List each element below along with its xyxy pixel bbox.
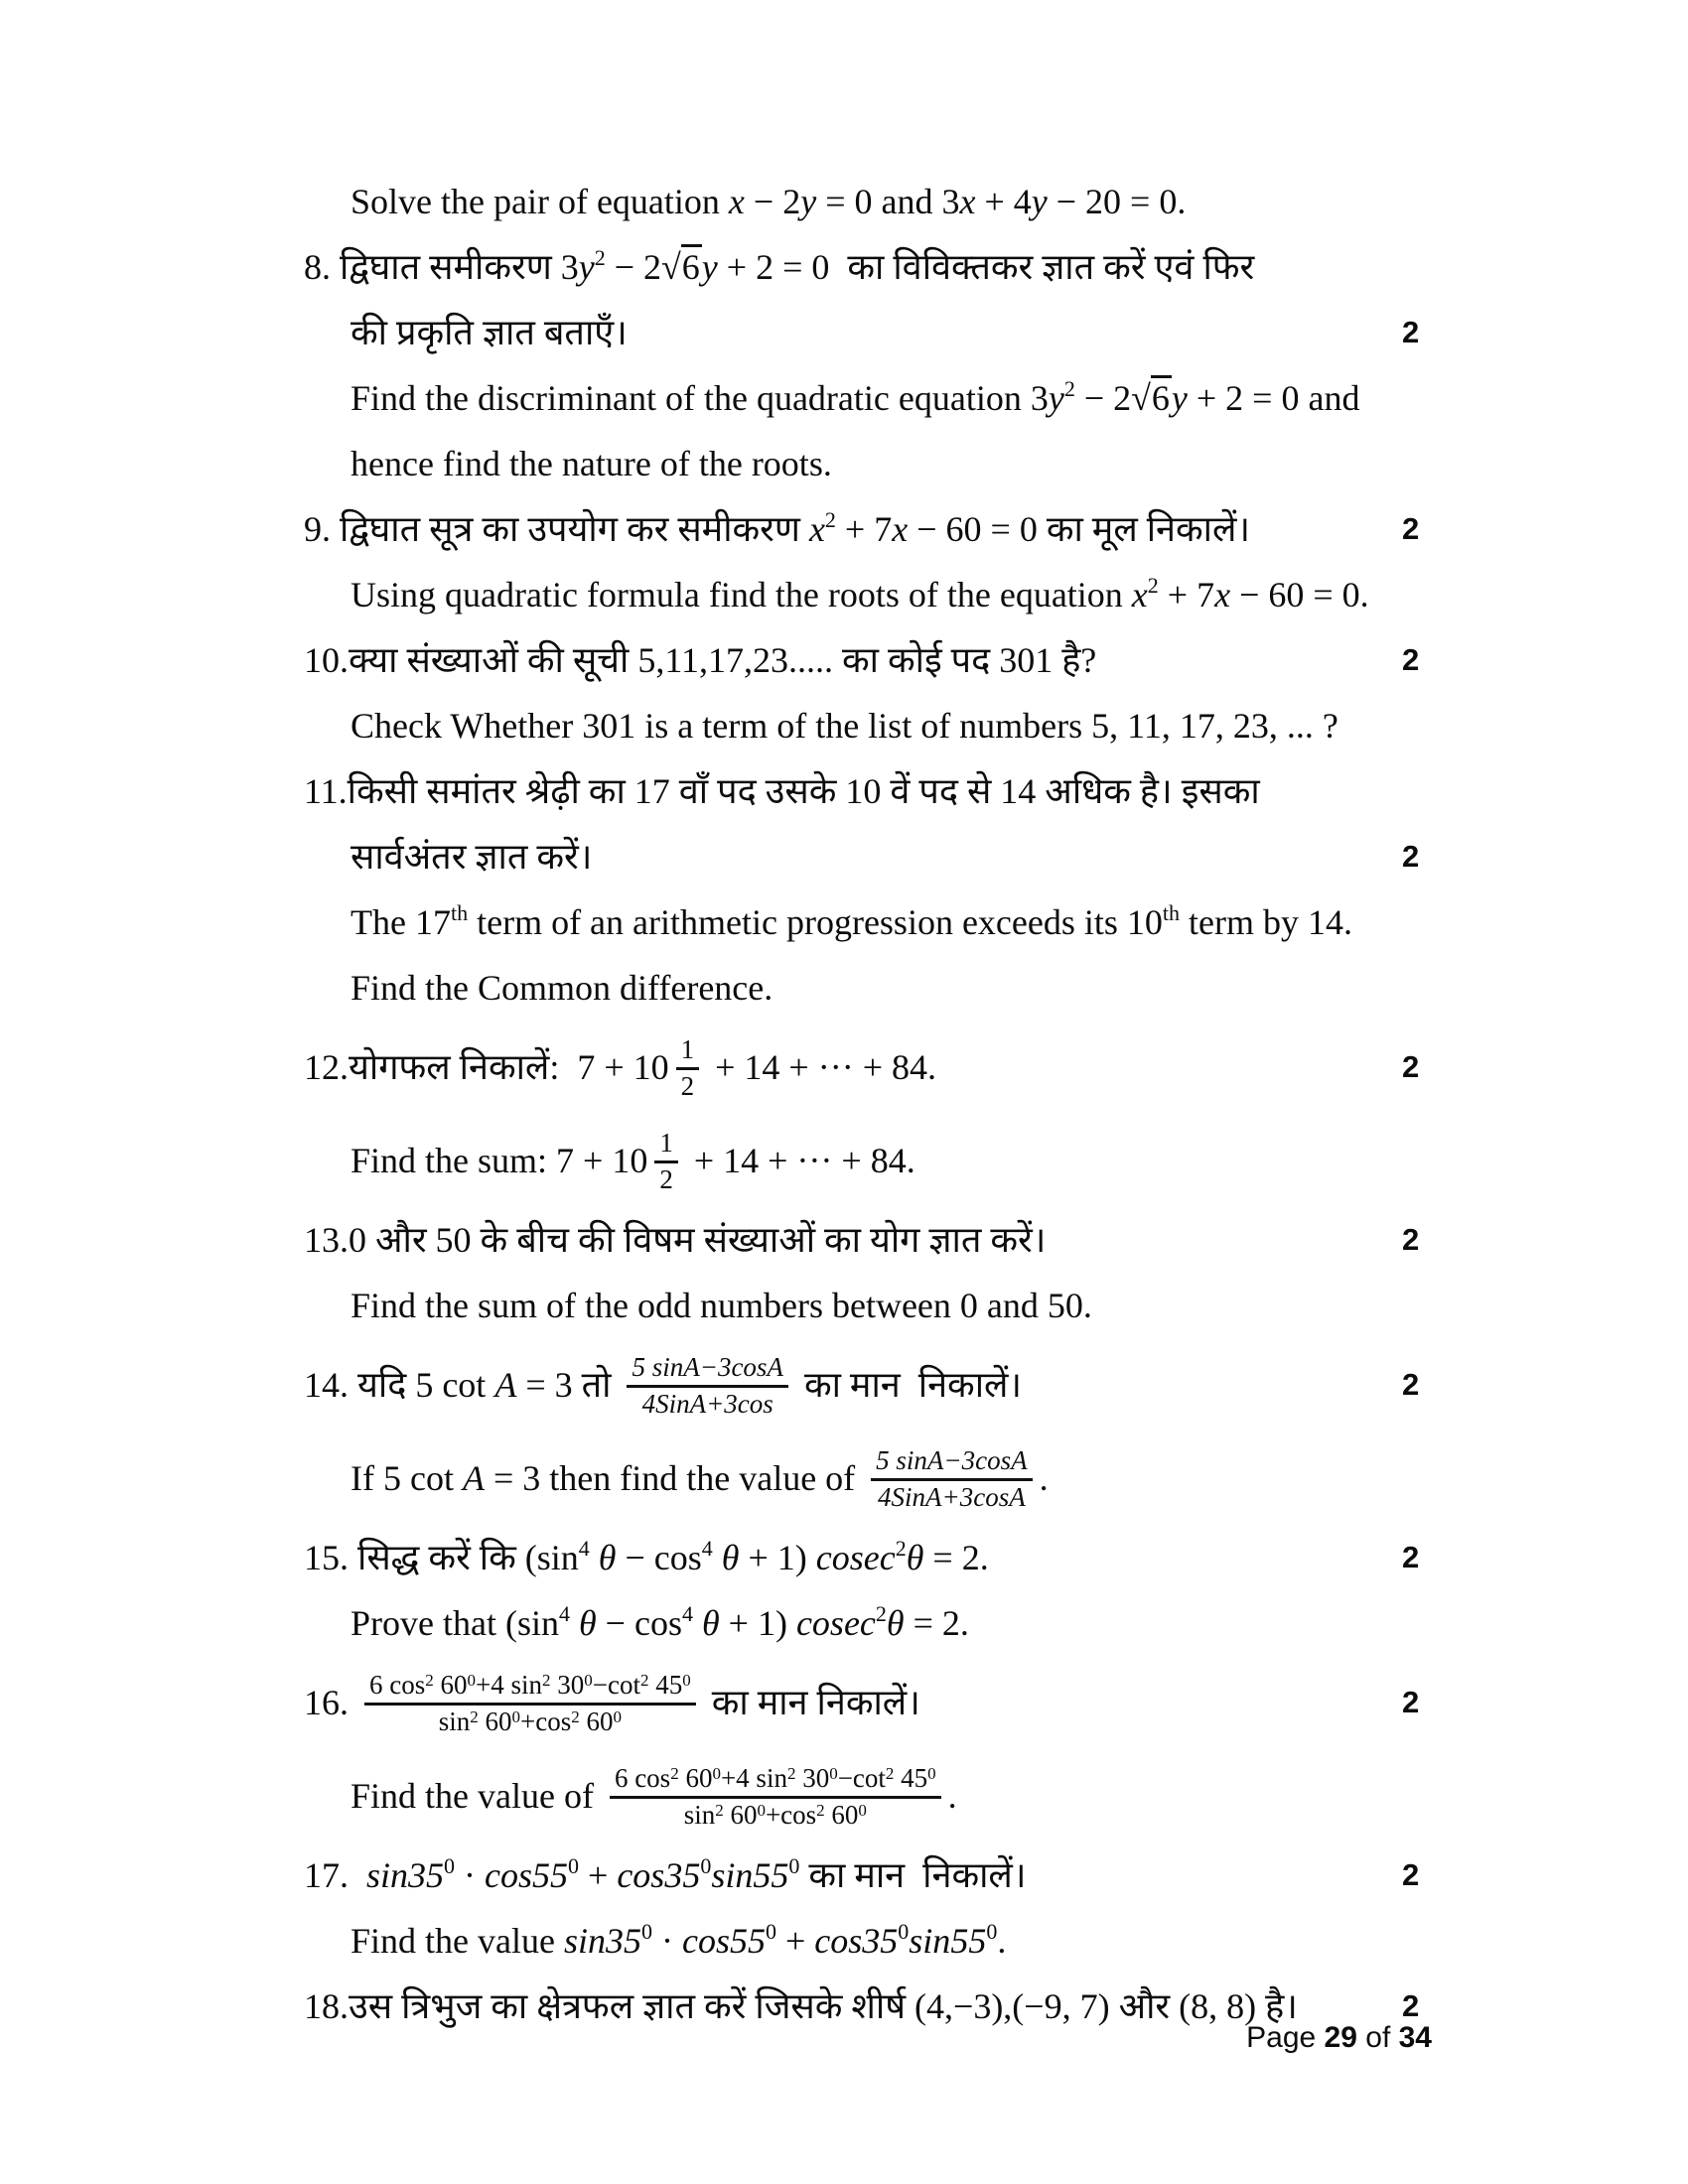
marks-value: 2	[1402, 511, 1420, 546]
text-run: 35	[605, 1921, 641, 1961]
fraction-denominator	[642, 1388, 774, 1418]
superscript: 0	[712, 1764, 721, 1784]
marks-value: 2	[1402, 642, 1420, 677]
text-run: 12.योगफल निकालें: 7 + 10	[304, 1047, 669, 1087]
text-run: ·	[651, 1921, 682, 1961]
text-run	[590, 1538, 599, 1577]
text-run: 6 cos	[614, 1763, 671, 1794]
q11-hindi-line-1	[0, 758, 1688, 824]
fraction	[676, 1035, 700, 1100]
text-run: +4 sin	[720, 1763, 787, 1794]
marks-value: 2	[1402, 1988, 1420, 2023]
text-run: sin	[683, 1799, 716, 1830]
text-run: − 60 = 0.	[1230, 575, 1369, 614]
fraction	[654, 1129, 678, 1193]
text-run: 18.उस त्रिभुज का क्षेत्रफल ज्ञात करें जिसके शीर्ष (4,−3),(−9, 7) और (8, 8) है।	[304, 1986, 1298, 2026]
text-run: term of an arithmetic progression exceeds its 10	[468, 902, 1163, 942]
text-run: +4 sin	[476, 1670, 542, 1701]
text-run: y	[578, 247, 595, 287]
sqrt-radical: √6	[661, 244, 702, 287]
text-run: Find the value	[351, 1921, 564, 1961]
text-run: sin	[438, 1706, 471, 1736]
text-run: 11.किसी समांतर श्रेढ़ी का 17 वाँ पद उसके 10 वें पद से 14 अधिक है। इसका	[304, 771, 1260, 811]
marks-value: 2	[1402, 1367, 1420, 1402]
text-run: 14. यदि 5 cot	[304, 1365, 495, 1405]
q17-english-line-1	[0, 1908, 1688, 1974]
fraction	[627, 1353, 787, 1418]
superscript: 0	[568, 1853, 580, 1878]
text-run: sin	[711, 1855, 754, 1895]
text-run	[693, 1603, 702, 1643]
q8-hindi-line-1	[0, 234, 1688, 300]
text-run: + 4	[975, 182, 1032, 221]
text-run: 4SinA+3cosA	[878, 1481, 1026, 1512]
text-run: cos	[681, 1921, 730, 1961]
text-run: = 2.	[923, 1538, 989, 1577]
q15-hindi-line-1	[0, 1525, 1688, 1590]
text-run: θ	[721, 1538, 740, 1577]
q10-hindi-line-1	[0, 627, 1688, 693]
text-run: Page	[1246, 2021, 1325, 2054]
text-run: A	[462, 1458, 485, 1498]
text-run: Check Whether 301 is a term of the list of numbers 5, 11, 17, 23, ... ?	[351, 706, 1338, 746]
text-run: 6 cos	[369, 1670, 426, 1701]
text-run: x	[1131, 575, 1148, 614]
text-run: 8. द्विघात समीकरण 3	[304, 247, 579, 287]
superscript: 2	[425, 1671, 434, 1691]
fraction-numerator	[627, 1353, 787, 1387]
text-run: Solve the pair of equation	[351, 182, 729, 221]
sqrt-radical: √6	[1131, 375, 1172, 418]
text-run: = 3 तो	[516, 1365, 621, 1405]
text-run: 30	[550, 1670, 585, 1701]
superscript: 2	[594, 245, 606, 270]
text-run: +cos	[520, 1706, 572, 1736]
text-run: Prove that (sin	[351, 1603, 559, 1643]
text-run: 15. सिद्ध करें कि (sin	[304, 1538, 579, 1577]
superscript: 2	[670, 1764, 679, 1784]
fraction-denominator	[878, 1481, 1026, 1511]
superscript: 0	[584, 1671, 593, 1691]
fraction	[364, 1671, 696, 1735]
text-run: + 7	[835, 509, 893, 549]
text-run: term by 14.	[1180, 902, 1352, 942]
marks-value: 2	[1402, 315, 1420, 349]
superscript: 0	[444, 1853, 456, 1878]
text-run: Find the value of	[351, 1776, 603, 1816]
text-run	[713, 1538, 722, 1577]
text-run: −cot	[592, 1670, 640, 1701]
q12-hindi-line-1	[0, 1021, 1688, 1114]
q11-hindi-line-2	[0, 824, 1688, 889]
q13-english-line-1	[0, 1273, 1688, 1338]
text-run: hence find the nature of the roots.	[351, 444, 832, 483]
text-run: − 2	[1074, 378, 1132, 418]
q14-hindi-line-1	[0, 1338, 1688, 1432]
superscript: 4	[578, 1536, 590, 1561]
text-run: = 3 then find the value of	[484, 1458, 865, 1498]
text-run: y	[1031, 182, 1048, 221]
text-run: 60	[433, 1670, 468, 1701]
text-run: + 2 = 0 and	[1187, 378, 1360, 418]
text-run: +cos	[765, 1799, 817, 1830]
superscript: 0	[927, 1764, 936, 1784]
text-run: 17.	[304, 1855, 366, 1895]
text-run: − 20 = 0.	[1047, 182, 1187, 221]
text-run: 60	[478, 1706, 512, 1736]
fraction-numerator	[364, 1671, 696, 1705]
superscript: 0	[467, 1671, 476, 1691]
text-run: cos	[617, 1855, 665, 1895]
fraction-numerator	[610, 1764, 941, 1798]
superscript: th	[450, 900, 469, 925]
superscript: 2	[786, 1764, 796, 1784]
text-run: y	[1048, 378, 1064, 418]
text-run: 35	[408, 1855, 445, 1895]
text-run: − 2	[744, 182, 801, 221]
text-run: + 14 + ··· + 84.	[706, 1047, 936, 1087]
superscript: 4	[681, 1601, 693, 1626]
text-run: 1	[680, 1034, 695, 1065]
fraction	[871, 1446, 1032, 1511]
text-run: +	[775, 1921, 815, 1961]
text-run: θ	[886, 1603, 905, 1643]
marks-value: 2	[1402, 1049, 1420, 1084]
text-run: cos	[485, 1855, 533, 1895]
text-run: Find the sum: 7 + 10	[351, 1141, 648, 1180]
text-run: + 7	[1158, 575, 1215, 614]
superscript: 0	[829, 1764, 838, 1784]
text-run: y	[800, 182, 817, 221]
q9-english-line-1	[0, 562, 1688, 627]
text-run: 60	[678, 1763, 713, 1794]
text-run: 10.क्या संख्याओं की सूची 5,11,17,23..... का कोई पद 301 है?	[304, 640, 1097, 680]
q17-hindi-line-1	[0, 1843, 1688, 1908]
superscript: 2	[571, 1706, 580, 1726]
marks-value: 2	[1402, 1685, 1420, 1719]
text-run: Find the sum of the odd numbers between 0 and 50.	[351, 1286, 1092, 1325]
superscript: 2	[715, 1800, 724, 1820]
superscript: 2	[875, 1601, 887, 1626]
q16-hindi-line-1	[0, 1656, 1688, 1749]
text-run: = 0 and 3	[816, 182, 960, 221]
text-run: 45	[894, 1763, 928, 1794]
text-run: + 1)	[739, 1538, 816, 1577]
text-run: Using quadratic formula find the roots of the equation	[351, 575, 1132, 614]
fraction-denominator	[684, 1799, 867, 1829]
text-run: cosec	[815, 1538, 896, 1577]
fraction-denominator	[439, 1706, 622, 1735]
text-run: − cos	[616, 1538, 702, 1577]
q11-english-line-2	[0, 955, 1688, 1021]
text-run: − cos	[596, 1603, 682, 1643]
text-run: सार्वअंतर ज्ञात करें।	[351, 837, 593, 877]
fraction	[610, 1764, 941, 1829]
text-run: का मान निकालें।	[794, 1365, 1023, 1405]
text-run: 35	[664, 1855, 701, 1895]
page-footer	[0, 2015, 1432, 2061]
q8-hindi-line-2	[0, 300, 1688, 365]
text-run: x	[1214, 575, 1231, 614]
text-run: 1	[659, 1128, 673, 1159]
text-run: .	[997, 1921, 1007, 1961]
text-run: 30	[795, 1763, 830, 1794]
superscript: 0	[757, 1800, 766, 1820]
text-run: −cot	[837, 1763, 886, 1794]
q10-english-line-1	[0, 693, 1688, 758]
text-run: θ	[701, 1603, 720, 1643]
superscript: 0	[765, 1919, 776, 1944]
text-run: θ	[598, 1538, 617, 1577]
text-run: 55	[532, 1855, 569, 1895]
text-run: x	[728, 182, 745, 221]
text-run: 60	[824, 1799, 859, 1830]
q8-english-line-2	[0, 431, 1688, 496]
q11-english-line-1	[0, 889, 1688, 955]
text-run: sin	[563, 1921, 606, 1961]
superscript: 2	[885, 1764, 895, 1784]
text-run: = 2.	[904, 1603, 969, 1643]
superscript: 0	[700, 1853, 712, 1878]
marks-value: 2	[1402, 1222, 1420, 1257]
superscript: 0	[858, 1800, 867, 1820]
text-run: If 5 cot	[351, 1458, 463, 1498]
superscript: 0	[640, 1919, 652, 1944]
superscript: 0	[986, 1919, 998, 1944]
q12-english-line-1	[0, 1114, 1688, 1207]
text-run: ·	[455, 1855, 486, 1895]
text-run: 35	[862, 1921, 899, 1961]
superscript: 0	[898, 1919, 910, 1944]
q9-hindi-line-1	[0, 496, 1688, 562]
superscript: 0	[682, 1671, 691, 1691]
text-run: Find the Common difference.	[351, 968, 774, 1008]
text-run: x	[959, 182, 976, 221]
superscript: 4	[558, 1601, 570, 1626]
q15-english-line-1	[0, 1590, 1688, 1656]
text-run: 2	[659, 1163, 673, 1194]
text-run: x	[892, 509, 909, 549]
q14-english-line-1	[0, 1432, 1688, 1525]
sqrt-radicand: 6	[1151, 375, 1172, 418]
text-run: +	[579, 1855, 618, 1895]
text-run: θ	[906, 1538, 924, 1577]
superscript: 2	[1147, 573, 1159, 598]
marks-value: 2	[1402, 1857, 1420, 1892]
text-run: 55	[729, 1921, 766, 1961]
text-run: of	[1356, 2021, 1399, 2054]
text-run: sin	[909, 1921, 951, 1961]
marks-value: 2	[1402, 1540, 1420, 1574]
superscript: 2	[895, 1536, 907, 1561]
text-run: 29	[1324, 2021, 1357, 2054]
superscript: 0	[788, 1853, 800, 1878]
text-run: x	[808, 509, 825, 549]
question-list	[0, 169, 1688, 2039]
text-run: 60	[723, 1799, 758, 1830]
text-run: The 17	[351, 902, 451, 942]
superscript: 4	[701, 1536, 713, 1561]
text-run: 55	[950, 1921, 987, 1961]
text-run: + 14 + ··· + 84.	[684, 1141, 915, 1180]
text-run: की प्रकृति ज्ञात बताएँ।	[351, 313, 628, 352]
superscript: th	[1162, 900, 1181, 925]
text-run: .	[947, 1776, 957, 1816]
q16-english-line-1	[0, 1749, 1688, 1843]
text-run: 45	[648, 1670, 683, 1701]
superscript: 0	[511, 1706, 520, 1726]
text-run: 16.	[304, 1683, 357, 1722]
text-run: + 1)	[719, 1603, 796, 1643]
sqrt-radicand: 6	[681, 244, 702, 287]
fraction-numerator	[871, 1446, 1032, 1480]
superscript: 2	[639, 1671, 649, 1691]
text-run: A	[494, 1365, 517, 1405]
fraction-denominator	[681, 1070, 695, 1100]
text-run: 55	[753, 1855, 789, 1895]
superscript: 0	[613, 1706, 622, 1726]
text-run: 13.0 और 50 के बीच की विषम संख्याओं का योग ज्ञात करें।	[304, 1220, 1047, 1260]
text-run: का मान निकालें।	[799, 1855, 1027, 1895]
text-run: y	[1171, 378, 1188, 418]
fraction-denominator	[659, 1163, 673, 1193]
q8-english-line-1	[0, 365, 1688, 431]
text-run: 34	[1398, 2021, 1432, 2054]
text-run: 9. द्विघात सूत्र का उपयोग कर समीकरण	[304, 509, 809, 549]
text-run: cos	[814, 1921, 863, 1961]
text-run	[570, 1603, 579, 1643]
q13-hindi-line-1	[0, 1207, 1688, 1273]
text-run: 5 sinA−3cosA	[632, 1352, 783, 1383]
text-run: y	[701, 247, 718, 287]
q7-english-continuation-line	[0, 169, 1688, 234]
text-run: .	[1039, 1458, 1049, 1498]
fraction-numerator	[654, 1129, 678, 1162]
text-run: 5 sinA−3cosA	[876, 1445, 1028, 1476]
marks-value: 2	[1402, 839, 1420, 874]
text-run: sin	[366, 1855, 409, 1895]
text-run: 60	[579, 1706, 614, 1736]
fraction-numerator	[676, 1035, 700, 1069]
superscript: 2	[1063, 376, 1075, 401]
text-run: cosec	[795, 1603, 876, 1643]
text-run: 4SinA+3cos	[641, 1388, 774, 1419]
text-run: Find the discriminant of the quadratic equation 3	[351, 378, 1049, 418]
text-run: + 2 = 0 का विविक्तकर ज्ञात करें एवं फिर	[717, 247, 1255, 287]
text-run: − 60 = 0 का मूल निकालें।	[908, 509, 1251, 549]
text-run: − 2	[605, 247, 662, 287]
superscript: 2	[542, 1671, 551, 1691]
text-run: θ	[578, 1603, 597, 1643]
text-run: 2	[680, 1070, 695, 1101]
superscript: 2	[824, 507, 836, 532]
superscript: 2	[470, 1706, 479, 1726]
text-run: का मान निकालें।	[702, 1683, 920, 1722]
superscript: 2	[816, 1800, 825, 1820]
